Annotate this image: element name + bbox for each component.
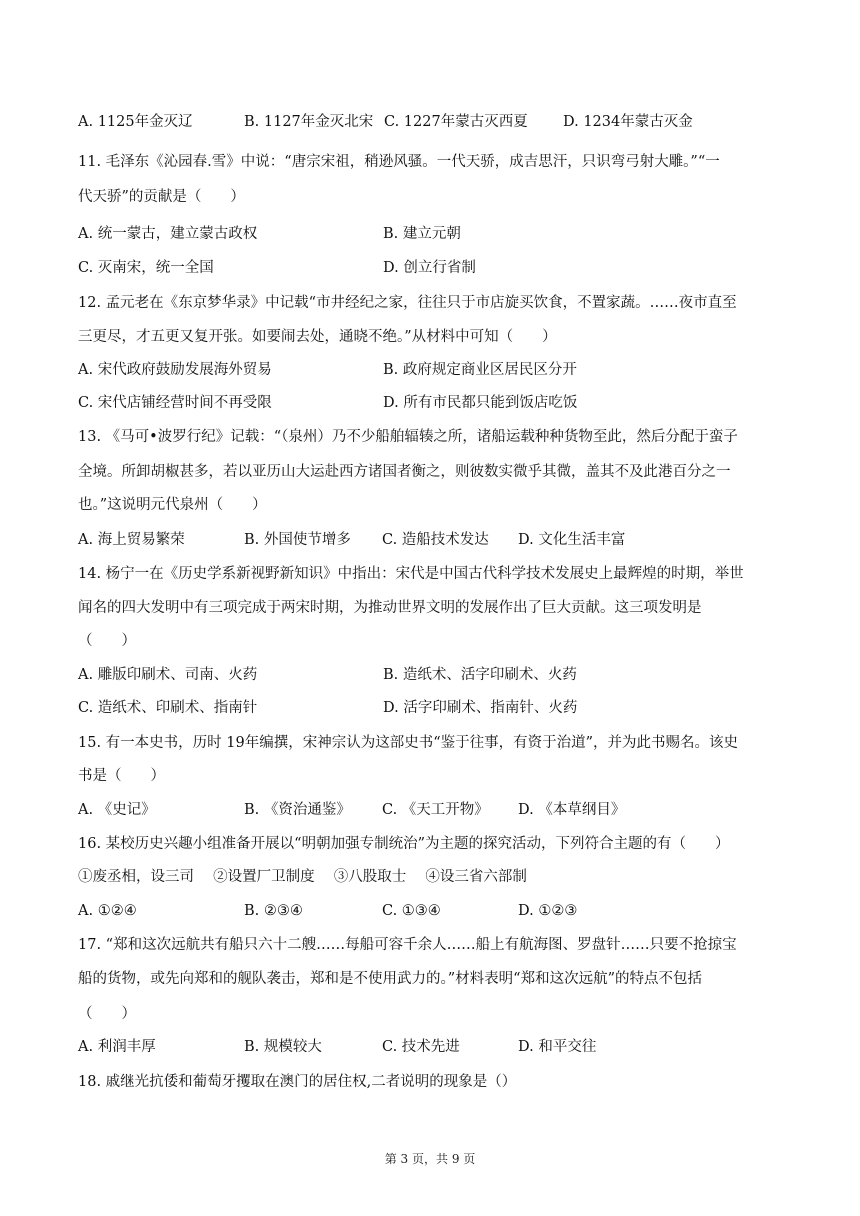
option-c: C. 宋代店铺经营时间不再受限 [78, 395, 272, 411]
option-d: D. 文化生活丰富 [518, 532, 626, 548]
question-14-line: 14. 杨宁一在《历史学系新视野新知识》中指出：宋代是中国古代科学技术发展史上最辉煌的时期，举世 [78, 566, 744, 582]
option-b: B. 规模较大 [244, 1039, 322, 1055]
question-15-line: 书是（ ） [78, 768, 165, 784]
option-b: B. 政府规定商业区居民区分开 [383, 362, 577, 378]
option-d: D. 1234年蒙古灭金 [563, 114, 693, 130]
option-c: C. 造船技术发达 [382, 532, 489, 548]
option-b: B. ②③④ [244, 903, 303, 919]
question-11-line: 11. 毛泽东《沁园春.雪》中说：“唐宗宋祖，稍逊风骚。一代天骄，成吉思汗，只识弯弓射大雕。”“一 [78, 154, 720, 170]
question-11-line: 代天骄”的贡献是（ ） [78, 189, 245, 205]
option-c: C. 《天工开物》 [382, 802, 489, 818]
option-c: C. 造纸术、印刷术、指南针 [78, 700, 258, 716]
question-12-line: 12. 孟元老在《东京梦华录》中记载“市井经纪之家，往往只于市店旋买饮食，不置家蔬。……夜市直至 [78, 295, 737, 311]
option-b: B. 外国使节增多 [244, 532, 351, 548]
option-a: A. 雕版印刷术、司南、火药 [78, 667, 258, 683]
option-a: A. 海上贸易繁荣 [78, 532, 185, 548]
option-a: A. 《史记》 [78, 802, 156, 818]
option-d: D. 所有市民都只能到饭店吃饭 [383, 395, 578, 411]
option-b: B. 建立元朝 [383, 226, 461, 242]
question-16-statements: ①废丞相，设三司 ②设置厂卫制度 ③八股取士 ④设三省六部制 [78, 869, 527, 885]
question-17-line: （ ） [78, 1006, 136, 1022]
option-d: D. 创立行省制 [383, 260, 476, 276]
question-18-line: 18. 戚继光抗倭和葡萄牙攫取在澳门的居住权,二者说明的现象是（） [78, 1074, 517, 1090]
option-c: C. ①③④ [382, 903, 441, 919]
question-17-line: 船的货物，或先向郑和的舰队袭击，郑和是不使用武力的。”材料表明“郑和这次远航”的特点不包括 [78, 971, 702, 987]
question-13-line: 全境。所卸胡椒甚多，若以亚历山大运赴西方诸国者衡之，则彼数实微乎其微，盖其不及此港百分之一 [78, 464, 731, 480]
option-b: B. 造纸术、活字印刷术、火药 [383, 667, 577, 683]
question-14-line: 闻名的四大发明中有三项完成于两宋时期，为推动世界文明的发展作出了巨大贡献。这三项发明是 [78, 600, 702, 616]
option-a: A. 利润丰厚 [78, 1039, 156, 1055]
option-c: C. 灭南宋，统一全国 [78, 260, 214, 276]
question-17-line: 17. “郑和这次远航共有船只六十二艘……每船可容千余人……船上有航海图、罗盘针……只要不抢掠宝 [78, 937, 737, 953]
question-13-line: 13. 《马可•波罗行纪》记载：“（泉州）乃不少船舶辐辏之所，诸船运载种种货物至此，然后分配于蛮子 [78, 429, 738, 445]
option-b: B. 1127年金灭北宋 [244, 114, 374, 130]
option-a: A. 1125年金灭辽 [78, 114, 193, 130]
option-b: B. 《资治通鉴》 [244, 802, 351, 818]
question-13-line: 也。”这说明元代泉州（ ） [78, 497, 267, 513]
option-a: A. ①②④ [78, 903, 137, 919]
page-number-footer: 第 3 页，共 9 页 [384, 1152, 476, 1166]
question-14-line: （ ） [78, 633, 136, 649]
option-a: A. 宋代政府鼓励发展海外贸易 [78, 362, 272, 378]
question-15-line: 15. 有一本史书，历时 19年编撰，宋神宗认为这部史书“鉴于往事，有资于治道”，并为此书赐名。该史 [78, 735, 739, 751]
option-d: D. ①②③ [518, 903, 578, 919]
option-d: D. 《本草纲目》 [518, 802, 626, 818]
question-16-line: 16. 某校历史兴趣小组准备开展以“明朝加强专制统治”为主题的探究活动，下列符合主题的有（ ） [78, 836, 730, 852]
option-d: D. 活字印刷术、指南针、火药 [383, 700, 578, 716]
option-d: D. 和平交往 [518, 1039, 597, 1055]
option-c: C. 技术先进 [382, 1039, 460, 1055]
option-c: C. 1227年蒙古灭西夏 [384, 114, 528, 130]
question-12-line: 三更尽，才五更又复开张。如要闹去处，通晓不绝。”从材料中可知（ ） [78, 329, 557, 345]
option-a: A. 统一蒙古，建立蒙古政权 [78, 226, 258, 242]
